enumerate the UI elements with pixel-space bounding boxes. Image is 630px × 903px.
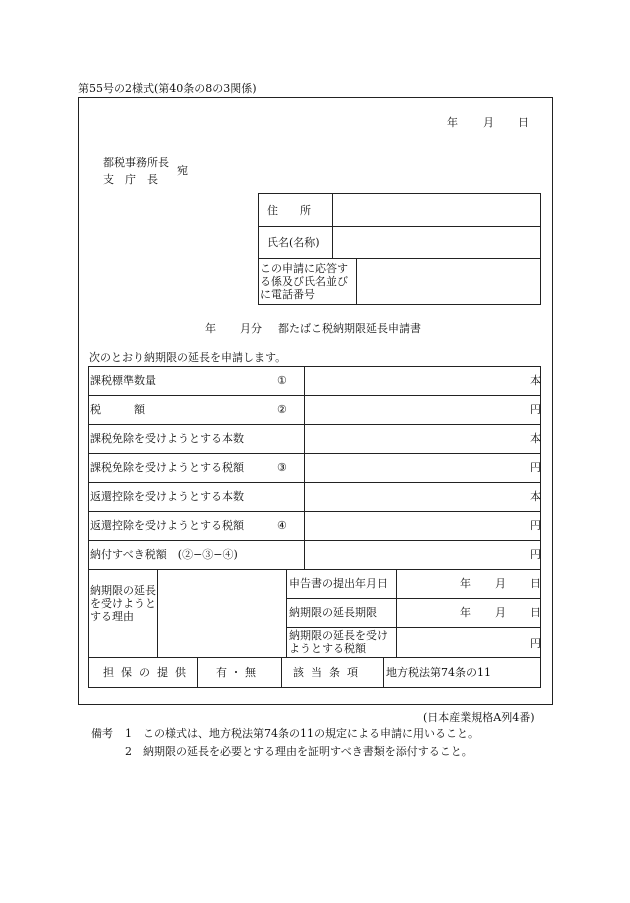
note-text: この様式は、地方税法第74条の11の規定による申請に用いること。 [143, 727, 479, 740]
table-row-unit: 本 [530, 490, 541, 503]
note-text: 納期限の延長を必要とする理由を証明すべき書類を添付すること。 [143, 745, 473, 758]
table-row-unit: 円 [530, 403, 541, 416]
period-label: 納期限の延長期限 [289, 606, 377, 619]
table-row-label: 納付すべき税額 (②−③−④) [90, 548, 238, 561]
addressee-line1: 都税事務所長 [103, 156, 169, 169]
guarantee-options: 有 ・ 無 [216, 666, 256, 679]
table-row-unit: 円 [530, 519, 541, 532]
table-row-label: 課税標準数量 [90, 374, 156, 387]
table-row-unit: 本 [530, 432, 541, 445]
paper-spec: (日本産業規格A列4番) [423, 711, 535, 724]
addressee-line2: 支 庁 長 [103, 173, 158, 186]
notes-label: 備考 [91, 727, 113, 740]
table-row-mark: ④ [277, 519, 287, 532]
table-row-label: 返還控除を受けようとする本数 [90, 490, 244, 503]
article-value: 地方税法第74条の11 [386, 666, 491, 679]
address-label: 住 所 [267, 204, 311, 217]
table-row-mark: ③ [277, 461, 287, 474]
table-row-label: 返還控除を受けようとする税額 [90, 519, 244, 532]
amount-label: 納期限の延長を受けようとする税額 [289, 629, 388, 655]
table-row-label: 課税免除を受けようとする本数 [90, 432, 244, 445]
table-row-unit: 本 [530, 374, 541, 387]
addressee-suffix: 宛 [177, 164, 188, 177]
table-row-unit: 円 [530, 548, 541, 561]
table-row-mark: ② [277, 403, 287, 416]
intro-text: 次のとおり納期限の延長を申請します。 [89, 351, 287, 364]
contact-label: この申請に応答する係及び氏名並びに電話番号 [260, 262, 348, 301]
guarantee-label: 担保の提供 [103, 666, 193, 679]
filing-date-label: 申告書の提出年月日 [289, 577, 388, 590]
note-number: 2 [125, 745, 132, 758]
table-row-unit: 円 [530, 461, 541, 474]
article-label: 該当条項 [293, 666, 365, 679]
reason-label: 納期限の延長を受けようとする理由 [90, 584, 156, 623]
name-label: 氏名(名称) [267, 236, 320, 249]
table-row-label: 課税免除を受けようとする税額 [90, 461, 244, 474]
note-number: 1 [125, 727, 132, 740]
form-number: 第55号の2様式(第40条の8の3関係) [78, 82, 257, 95]
table-row-mark: ① [277, 374, 287, 387]
table-row-label: 税 額 [90, 403, 145, 416]
